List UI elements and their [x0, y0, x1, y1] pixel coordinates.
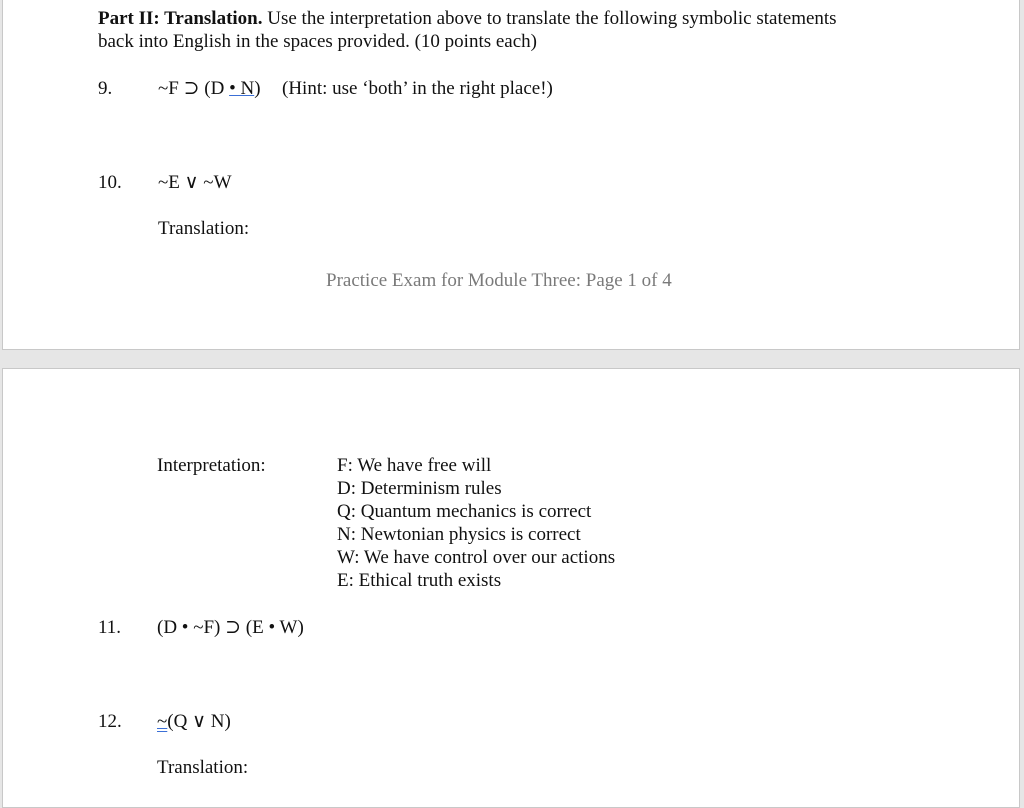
part-heading-text: Use the interpretation above to translate the following symbolic statements [262, 8, 837, 29]
interpretation-item-q: Q: Quantum mechanics is correct [337, 501, 592, 522]
question-12-formula-rest: (Q ∨ N) [167, 711, 231, 732]
question-11-formula: (D • ~F) ⊃ (E • W) [157, 617, 304, 638]
question-10-formula: ~E ∨ ~W [158, 172, 232, 193]
question-9-number: 9. [98, 78, 113, 99]
page-footer: Practice Exam for Module Three: Page 1 of 4 [326, 270, 672, 291]
part-heading-bold: Part II: Translation. [98, 8, 263, 29]
question-12-formula [157, 710, 231, 733]
part-heading-line-1 [98, 7, 837, 30]
interpretation-label: Interpretation: [157, 455, 266, 476]
question-12-translation-label: Translation: [157, 757, 249, 778]
question-12-number: 12. [98, 711, 122, 732]
question-9-formula-end: ) [254, 78, 261, 99]
question-10-translation-label: Translation: [158, 218, 250, 239]
part-heading-line-2: back into English in the spaces provided. (10 points each) [98, 31, 538, 52]
question-12-formula-underlined: ~ [157, 711, 168, 732]
interpretation-item-d: D: Determinism rules [337, 478, 502, 499]
interpretation-item-n: N: Newtonian physics is correct [337, 524, 581, 545]
interpretation-item-e: E: Ethical truth exists [337, 570, 502, 591]
question-9-formula-underlined: • N [229, 78, 255, 99]
question-11-number: 11. [98, 617, 122, 638]
question-9-formula [158, 77, 261, 100]
question-9-hint: (Hint: use ‘both’ in the right place!) [282, 78, 553, 99]
page-2 [2, 368, 1020, 808]
page-1 [2, 0, 1020, 350]
question-9-formula-start: ~F ⊃ (D [158, 78, 230, 99]
interpretation-item-f: F: We have free will [337, 455, 492, 476]
interpretation-item-w: W: We have control over our actions [337, 547, 616, 568]
question-10-number: 10. [98, 172, 122, 193]
